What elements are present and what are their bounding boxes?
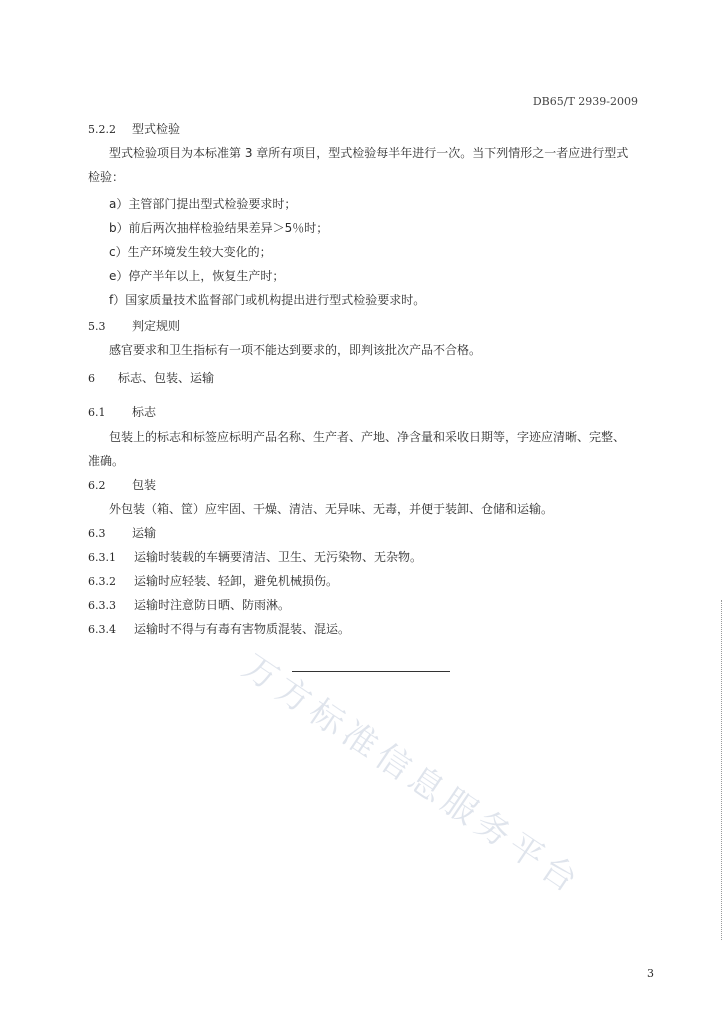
- list-item: a）主管部门提出型式检验要求时；: [109, 197, 297, 211]
- clause-6-3-1: [88, 549, 422, 566]
- section-title: 包装: [132, 478, 157, 492]
- heading-6-1: [88, 404, 156, 421]
- list-item: b）前后两次抽样检验结果差异＞5％时；: [109, 221, 329, 235]
- heading-6: [88, 370, 214, 387]
- paragraph-line: 包装上的标志和标签应标明产品名称、生产者、产地、净含量和采收日期等，字迹应清晰、完整、: [109, 430, 626, 444]
- clause-text: 运输时应轻装、轻卸，避免机械损伤。: [134, 574, 339, 588]
- section-title: 判定规则: [132, 319, 181, 333]
- section-number: 6.3: [88, 527, 106, 540]
- clause-number: 6.3.3: [88, 599, 116, 612]
- heading-5-2-2: [88, 121, 180, 138]
- paragraph-line: 型式检验项目为本标准第 3 章所有项目，型式检验每半年进行一次。当下列情形之一者应进行型式: [109, 146, 629, 160]
- paragraph-line: 感官要求和卫生指标有一项不能达到要求的，即判该批次产品不合格。: [109, 343, 482, 357]
- section-number: 6: [88, 372, 95, 385]
- watermark: 万方标准信息服务平台: [235, 646, 590, 904]
- clause-text: 运输时不得与有毒有害物质混装、混运。: [134, 622, 351, 636]
- section-number: 6.2: [88, 479, 106, 492]
- heading-6-3: [88, 525, 156, 542]
- clause-text: 运输时装载的车辆要清洁、卫生、无污染物、无杂物。: [134, 550, 423, 564]
- clause-6-3-3: [88, 597, 290, 614]
- clause-number: 6.3.4: [88, 623, 116, 636]
- section-number: 6.1: [88, 406, 106, 419]
- paragraph-line: 准确。: [88, 454, 125, 468]
- list-item: f）国家质量技术监督部门或机构提出进行型式检验要求时。: [109, 293, 426, 307]
- clause-6-3-2: [88, 573, 338, 590]
- section-number: 5.3: [88, 320, 106, 333]
- page-number: 3: [647, 967, 654, 980]
- section-title: 型式检验: [132, 122, 181, 136]
- heading-5-3: [88, 318, 180, 335]
- section-title: 标志: [132, 405, 157, 419]
- list-item: c）生产环境发生较大变化的；: [109, 245, 272, 259]
- clause-number: 6.3.2: [88, 575, 116, 588]
- end-of-document-rule: [292, 671, 450, 672]
- paragraph-line: 外包装（箱、筐）应牢固、干燥、清洁、无异味、无毒，并便于装卸、仓储和运输。: [109, 502, 554, 516]
- list-item: e）停产半年以上，恢复生产时；: [109, 269, 285, 283]
- paragraph-line: 检验：: [88, 170, 125, 184]
- section-title: 标志、包装、运输: [118, 371, 215, 385]
- scan-edge-marks: [719, 600, 722, 940]
- clause-number: 6.3.1: [88, 551, 116, 564]
- clause-text: 运输时注意防日晒、防雨淋。: [134, 598, 291, 612]
- section-title: 运输: [132, 526, 157, 540]
- section-number: 5.2.2: [88, 123, 116, 136]
- heading-6-2: [88, 477, 156, 494]
- document-code-header: DB65/T 2939-2009: [532, 95, 638, 108]
- clause-6-3-4: [88, 621, 350, 638]
